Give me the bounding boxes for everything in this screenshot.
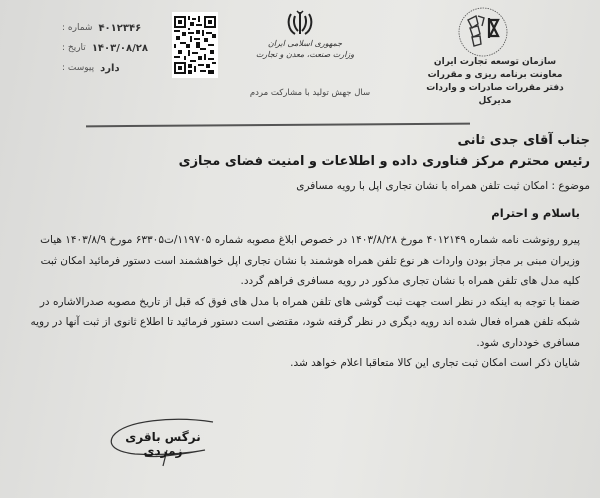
body-paragraph: پیرو رونوشت نامه شماره ۴۰۱۲۱۴۹ مورخ ۱۴۰۳/۸/۲۸ در خصوص ابلاغ مصوبه شماره ۱۱۹۷۰۵/ت۶۳۳۰۵ مورخ ۱۴۰۳/۸/۹ هیات وزیران مبنی بر مجاز بودن واردات هر نوع تلفن همراه هوشمند با نشان تجاری اپل خواهشمند است دستور فرمائید امکان ثبت کلیه مدل های تلفن همراه با نشان تجاری مذکور در رویه مسافری فراهم گردد. xyxy=(40,234,580,287)
organization-header xyxy=(420,56,570,108)
body-paragraph: شایان ذکر است امکان ثبت تجاری این کالا متعاقبا اعلام خواهد شد. xyxy=(290,357,580,369)
letter-date-label: تاریخ : xyxy=(62,43,86,53)
org-office: دفتر مقررات صادرات و واردات xyxy=(426,83,564,93)
letter-number-row xyxy=(62,18,172,38)
addressee-name: جناب آقای جدی ثانی xyxy=(457,133,590,148)
addressee-title: رئیس محترم مرکز فناوری داده و اطلاعات و امنیت فضای مجازی xyxy=(178,154,590,169)
iran-emblem-icon xyxy=(285,10,315,38)
body-paragraph: ضمنا با توجه به اینکه در نظر است جهت ثبت گوشی های تلفن همراه با مدل های فوق که قبل از تاریخ مصوبه صدرالاشاره در شبکه تلفن همراه فعال شده اند رویه دیگری در نظر گرفته شود، مقتضی است دستور فرمائید تا اطلاع ثانوی از ثبت آنها در رویه مسافری خودداری شود. xyxy=(30,295,580,349)
qr-code-icon xyxy=(172,12,218,78)
republic-name: جمهوری اسلامی ایران xyxy=(267,39,343,48)
year-slogan: سال جهش تولید با مشارکت مردم xyxy=(249,88,371,98)
letter-number-label: شماره : xyxy=(62,23,93,33)
letter-attachment-row xyxy=(62,58,172,78)
org-name: سازمان توسعه تجارت ایران xyxy=(433,57,557,67)
org-director: مدیرکل xyxy=(478,96,512,106)
header-divider xyxy=(86,123,470,127)
letter-meta xyxy=(62,18,172,78)
letter-attachment-label: پیوست : xyxy=(62,63,95,73)
letter-greeting: باسلام و احترام xyxy=(491,206,580,220)
letter-body xyxy=(25,230,580,374)
org-deputy: معاونت برنامه ریزی و مقررات xyxy=(427,70,563,80)
letter-date-row xyxy=(62,38,172,58)
ministry-header xyxy=(250,38,360,60)
signatory-name: نرگس باقری زمردی xyxy=(125,430,201,458)
letter-number-value: ۴۰۱۲۳۴۶ xyxy=(98,22,142,34)
ministry-name: وزارت صنعت، معدن و تجارت xyxy=(255,50,355,59)
letter-date-value: ۱۴۰۳/۰۸/۲۸ xyxy=(91,42,148,54)
letter-attachment-value: دارد xyxy=(100,62,120,74)
tpo-logo-icon xyxy=(450,6,516,60)
letter-subject: موضوع : امکان ثبت تلفن همراه با نشان تجاری اپل با رویه مسافری xyxy=(296,180,590,192)
